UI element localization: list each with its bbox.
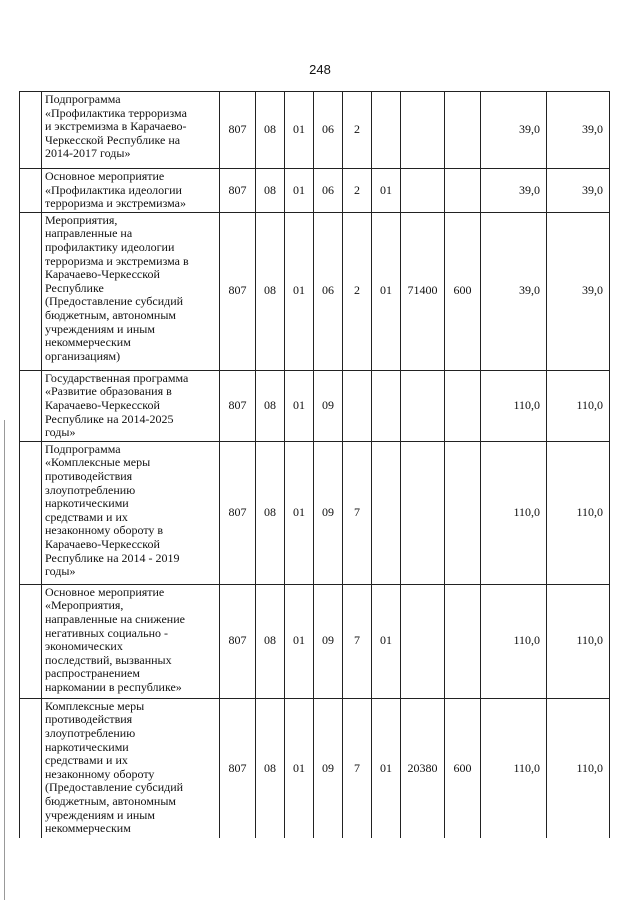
cell-section: 08 bbox=[256, 92, 285, 169]
cell-subprogram: 7 bbox=[343, 584, 372, 698]
cell-subsection: 01 bbox=[285, 212, 314, 370]
cell-direction bbox=[401, 441, 445, 584]
cell-admin-code: 807 bbox=[220, 370, 256, 441]
row-index-cell bbox=[20, 370, 42, 441]
cell-subprogram: 2 bbox=[343, 92, 372, 169]
row-index-cell bbox=[20, 212, 42, 370]
cell-amount-1: 110,0 bbox=[481, 584, 547, 698]
cell-admin-code: 807 bbox=[220, 698, 256, 838]
cell-event bbox=[372, 92, 401, 169]
cell-expense-type bbox=[445, 441, 481, 584]
cell-direction bbox=[401, 584, 445, 698]
table-row bbox=[20, 441, 610, 584]
cell-amount-1: 110,0 bbox=[481, 698, 547, 838]
cell-event: 01 bbox=[372, 698, 401, 838]
row-name: Государственная программа «Развитие образования в Карачаево-Черкесской Республике на 2014-2025 годы» bbox=[42, 370, 220, 441]
cell-subsection: 01 bbox=[285, 584, 314, 698]
cell-section: 08 bbox=[256, 441, 285, 584]
cell-direction bbox=[401, 169, 445, 213]
cell-amount-2: 110,0 bbox=[547, 698, 610, 838]
row-index-cell bbox=[20, 92, 42, 169]
table-row bbox=[20, 584, 610, 698]
cell-amount-1: 39,0 bbox=[481, 92, 547, 169]
row-name: Комплексные меры противодействия злоупотреблению наркотическими средствами и их незаконному обороту (Предоставление субсидий бюджетным, автономным учреждениям и иным некоммерческим bbox=[42, 698, 220, 838]
cell-expense-type bbox=[445, 370, 481, 441]
table-row bbox=[20, 370, 610, 441]
cell-direction: 20380 bbox=[401, 698, 445, 838]
cell-amount-1: 110,0 bbox=[481, 441, 547, 584]
cell-section: 08 bbox=[256, 169, 285, 213]
cell-subsection: 01 bbox=[285, 370, 314, 441]
cell-event: 01 bbox=[372, 584, 401, 698]
cell-section: 08 bbox=[256, 698, 285, 838]
row-index-cell bbox=[20, 584, 42, 698]
cell-program: 09 bbox=[314, 441, 343, 584]
cell-admin-code: 807 bbox=[220, 212, 256, 370]
cell-amount-2: 110,0 bbox=[547, 370, 610, 441]
cell-event bbox=[372, 441, 401, 584]
cell-amount-1: 110,0 bbox=[481, 370, 547, 441]
cell-admin-code: 807 bbox=[220, 169, 256, 213]
cell-expense-type bbox=[445, 169, 481, 213]
row-index-cell bbox=[20, 698, 42, 838]
cell-subsection: 01 bbox=[285, 441, 314, 584]
cell-amount-2: 39,0 bbox=[547, 92, 610, 169]
cell-amount-2: 110,0 bbox=[547, 584, 610, 698]
cell-subprogram: 2 bbox=[343, 169, 372, 213]
page-number: 248 bbox=[309, 62, 331, 77]
cell-admin-code: 807 bbox=[220, 441, 256, 584]
cell-section: 08 bbox=[256, 584, 285, 698]
cell-subsection: 01 bbox=[285, 92, 314, 169]
table-row bbox=[20, 169, 610, 213]
table-row bbox=[20, 92, 610, 169]
cell-subprogram: 2 bbox=[343, 212, 372, 370]
cell-program: 06 bbox=[314, 169, 343, 213]
row-index-cell bbox=[20, 169, 42, 213]
cell-subprogram: 7 bbox=[343, 698, 372, 838]
cell-subprogram bbox=[343, 370, 372, 441]
cell-amount-2: 39,0 bbox=[547, 169, 610, 213]
row-name: Подпрограмма «Комплексные меры противодействия злоупотреблению наркотическими средствами и их незаконному обороту в Карачаево-Черкесской Республике на 2014 - 2019 годы» bbox=[42, 441, 220, 584]
cell-amount-1: 39,0 bbox=[481, 169, 547, 213]
cell-admin-code: 807 bbox=[220, 584, 256, 698]
cell-subsection: 01 bbox=[285, 169, 314, 213]
row-name: Мероприятия, направленные на профилактику идеологии терроризма и экстремизма в Карачаево-Черкесской Республике (Предоставление субсидий бюджетным, автономным учреждениям и иным некоммерческим организациям) bbox=[42, 212, 220, 370]
row-name: Основное мероприятие «Профилактика идеологии терроризма и экстремизма» bbox=[42, 169, 220, 213]
row-name: Подпрограмма «Профилактика терроризма и экстремизма в Карачаево- Черкесской Республике на 2014-2017 годы» bbox=[42, 92, 220, 169]
table-row bbox=[20, 212, 610, 370]
cell-admin-code: 807 bbox=[220, 92, 256, 169]
cell-event bbox=[372, 370, 401, 441]
cell-event: 01 bbox=[372, 212, 401, 370]
cell-program: 09 bbox=[314, 584, 343, 698]
row-index-cell bbox=[20, 441, 42, 584]
cell-subsection: 01 bbox=[285, 698, 314, 838]
cell-program: 06 bbox=[314, 212, 343, 370]
cell-program: 09 bbox=[314, 698, 343, 838]
cell-event: 01 bbox=[372, 169, 401, 213]
cell-section: 08 bbox=[256, 212, 285, 370]
cell-expense-type: 600 bbox=[445, 698, 481, 838]
table-row bbox=[20, 698, 610, 838]
cell-section: 08 bbox=[256, 370, 285, 441]
cell-amount-2: 39,0 bbox=[547, 212, 610, 370]
cell-direction bbox=[401, 92, 445, 169]
scan-edge-line bbox=[4, 420, 5, 900]
cell-direction: 71400 bbox=[401, 212, 445, 370]
cell-direction bbox=[401, 370, 445, 441]
cell-program: 09 bbox=[314, 370, 343, 441]
budget-table bbox=[19, 91, 610, 838]
cell-expense-type: 600 bbox=[445, 212, 481, 370]
row-name: Основное мероприятие «Мероприятия, направленные на снижение негативных социально - экономических последствий, вызванных распространением наркомании в республике» bbox=[42, 584, 220, 698]
cell-expense-type bbox=[445, 584, 481, 698]
cell-expense-type bbox=[445, 92, 481, 169]
cell-amount-1: 39,0 bbox=[481, 212, 547, 370]
cell-subprogram: 7 bbox=[343, 441, 372, 584]
cell-amount-2: 110,0 bbox=[547, 441, 610, 584]
table-body bbox=[20, 92, 610, 839]
cell-program: 06 bbox=[314, 92, 343, 169]
